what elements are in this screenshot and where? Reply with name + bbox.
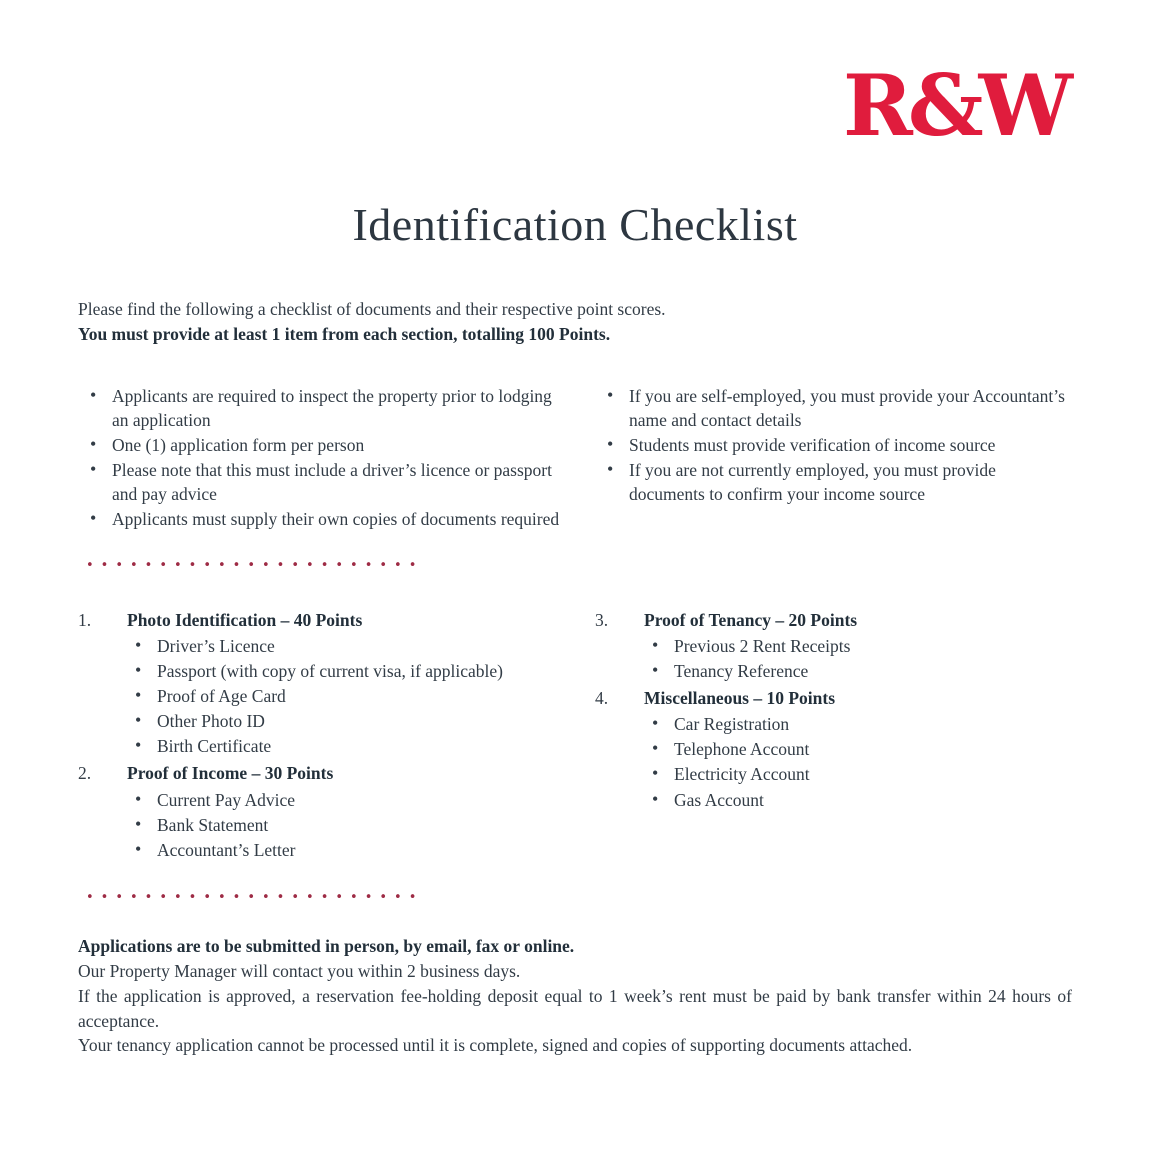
intro-block [78,297,1072,348]
checklist-item: • Passport (with copy of current visa, if applicable) [135,659,567,683]
section-number: 2. [78,763,92,784]
checklist-item: • Birth Certificate [135,734,567,758]
section-number: 3. [595,609,609,630]
note-item: • Applicants are required to inspect the property prior to lodging an application [88,384,567,432]
note-item: • If you are self-employed, you must provide your Accountant’s name and contact details [605,384,1072,432]
checklist-item: • Electricity Account [652,762,1072,786]
checklist-item: • Proof of Age Card [135,684,567,708]
dotted-separator-top: ••••••••••••••••••••••• [86,557,424,573]
checklist-sections [78,608,1072,865]
checklist-item: • Bank Statement [135,813,567,837]
section-miscellaneous [595,686,1072,812]
footer-line-1: Our Property Manager will contact you within 2 business days. [78,960,521,981]
section-number: 4. [595,688,609,709]
sections-right-column [595,608,1072,865]
section-heading-row [595,608,1072,632]
sections-left-column [78,608,595,865]
checklist-item: • Current Pay Advice [135,788,567,812]
section-items-list [135,788,567,862]
section-items-list [652,634,1072,683]
checklist-item: • Previous 2 Rent Receipts [652,634,1072,658]
header [78,56,1072,155]
dotted-separator-bottom: ••••••••••••••••••••••• [86,890,424,905]
footer-line-3: Your tenancy application cannot be processed until it is complete, signed and copies of supporting documents attached. [78,1035,913,1056]
section-proof-of-income [78,761,567,862]
footer-block [78,934,1072,1058]
general-notes-left-list [78,384,567,532]
checklist-item: • Accountant’s Letter [135,838,567,862]
section-heading-row [78,608,567,632]
section-proof-of-tenancy [595,608,1072,683]
note-item: • If you are not currently employed, you must provide documents to confirm your income source [605,458,1072,506]
section-heading: Miscellaneous – 10 Points [644,688,836,709]
note-item: • Applicants must supply their own copies of documents required [88,507,567,531]
footer-line-2: If the application is approved, a reservation fee-holding deposit equal to 1 week’s rent must be paid by bank transfer within 24 hours of acceptance. [78,985,1072,1031]
intro-line-2: You must provide at least 1 item from each section, totalling 100 Points. [78,324,611,345]
note-item: • One (1) application form per person [88,433,567,457]
checklist-item: • Tenancy Reference [652,659,1072,683]
note-item: • Please note that this must include a driver’s licence or passport and pay advice [88,458,567,506]
rw-logo: R&W [843,56,1068,155]
checklist-item: • Other Photo ID [135,709,567,733]
checklist-item: • Car Registration [652,712,1072,736]
section-heading-row [78,761,567,785]
general-notes-left-column [78,384,595,533]
page-title: Identification Checklist [352,199,798,250]
general-notes-right-list [595,384,1072,507]
section-heading: Proof of Income – 30 Points [127,763,334,784]
section-heading: Photo Identification – 40 Points [127,609,363,630]
checklist-item: • Gas Account [652,788,1072,812]
checklist-item: • Telephone Account [652,737,1072,761]
section-items-list [652,712,1072,812]
intro-line-1: Please find the following a checklist of documents and their respective point scores. [78,299,666,319]
section-number: 1. [78,609,92,630]
section-photo-identification [78,608,567,759]
section-heading-row [595,686,1072,710]
checklist-item: • Driver’s Licence [135,634,567,658]
note-item: • Students must provide verification of income source [605,433,1072,457]
general-notes [78,384,1072,533]
footer-bold-line: Applications are to be submitted in person, by email, fax or online. [78,936,575,956]
section-items-list [135,634,567,759]
section-heading: Proof of Tenancy – 20 Points [644,609,858,630]
general-notes-right-column [595,384,1072,533]
